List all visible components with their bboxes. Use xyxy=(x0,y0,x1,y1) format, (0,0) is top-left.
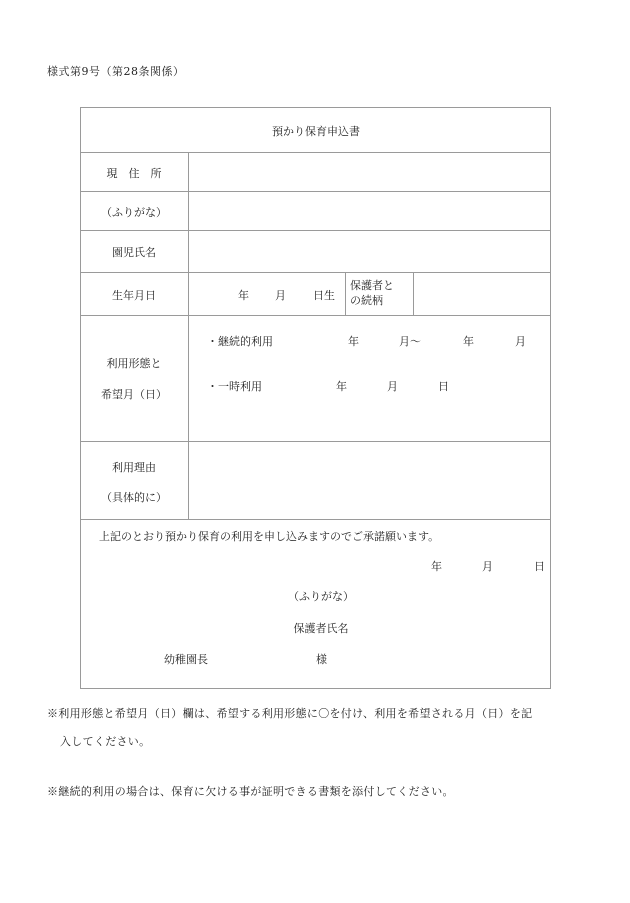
reason-label-line2: （具体的に） xyxy=(101,491,167,504)
continuous-from-month-unit: 月～ xyxy=(399,335,421,348)
column-divider xyxy=(345,272,346,315)
temporary-month-unit: 月 xyxy=(387,380,398,393)
birth-month-unit: 月 xyxy=(275,289,286,302)
birth-date-label: 生年月日 xyxy=(112,289,156,302)
form-title: 預かり保育申込書 xyxy=(272,125,360,138)
guardian-name-label: 保護者氏名 xyxy=(293,622,349,635)
sign-day-unit: 日 xyxy=(534,560,545,573)
guardian-relationship-label: 保護者と の続柄 xyxy=(350,279,394,307)
temporary-use-option[interactable]: ・一時利用 xyxy=(207,380,262,393)
continuous-to-year-unit: 年 xyxy=(463,335,474,348)
row-divider xyxy=(81,315,551,316)
address-field[interactable] xyxy=(189,153,551,191)
reason-label-line1: 利用理由 xyxy=(112,461,156,474)
temporary-year-unit: 年 xyxy=(336,380,347,393)
note-usage-line2: 入してください。 xyxy=(60,735,151,748)
row-divider xyxy=(81,519,551,520)
continuous-use-option[interactable]: ・継続的利用 xyxy=(207,335,273,348)
guardian-furigana-label: （ふりがな） xyxy=(288,590,354,603)
furigana-label: （ふりがな） xyxy=(101,206,167,219)
child-name-field[interactable] xyxy=(189,231,551,272)
guardian-relationship-field[interactable] xyxy=(414,273,551,315)
usage-label-line1: 利用形態と xyxy=(106,357,162,370)
application-form-table xyxy=(80,107,551,689)
note-usage-line1: ※利用形態と希望月（日）欄は、希望する利用形態に〇を付け、利用を希望される月（日）を記 xyxy=(47,707,533,720)
furigana-field[interactable] xyxy=(189,192,551,230)
usage-label-line2: 希望月（日） xyxy=(101,388,167,401)
birth-year-unit: 年 xyxy=(238,289,249,302)
note-continuous: ※継続的利用の場合は、保育に欠ける事が証明できる書類を添付してください。 xyxy=(47,785,454,798)
continuous-from-year-unit: 年 xyxy=(348,335,359,348)
temporary-day-unit: 日 xyxy=(438,380,449,393)
child-name-label: 園児氏名 xyxy=(112,246,156,259)
principal-label: 幼稚園長 xyxy=(164,653,208,666)
birth-day-unit: 日生 xyxy=(313,289,335,302)
sign-month-unit: 月 xyxy=(482,560,493,573)
continuous-to-month-unit: 月 xyxy=(515,335,526,348)
form-number: 様式第9号（第28条関係） xyxy=(47,65,185,78)
sign-year-unit: 年 xyxy=(431,560,442,573)
address-label: 現 住 所 xyxy=(106,167,162,180)
honorific-sama: 様 xyxy=(316,653,327,666)
declaration-text: 上記のとおり預かり保育の利用を申し込みますのでご承諾願います。 xyxy=(99,530,440,543)
reason-field[interactable] xyxy=(189,442,551,519)
